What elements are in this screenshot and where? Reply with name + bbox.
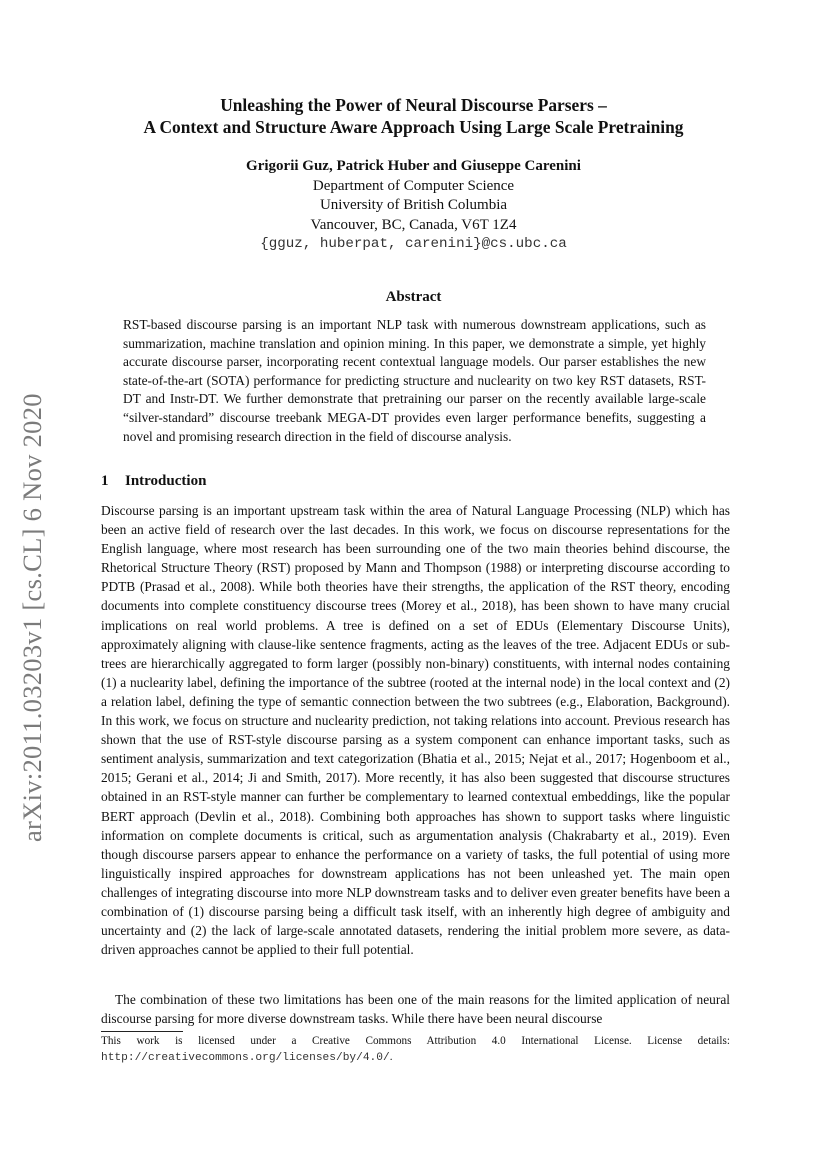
section-title: Introduction (125, 473, 207, 489)
affiliation-university: University of British Columbia (319, 197, 508, 213)
affiliation-address: Vancouver, BC, Canada, V6T 1Z4 (310, 216, 517, 233)
affiliation-department: Department of Computer Science (312, 177, 515, 194)
license-footnote (101, 1034, 730, 1066)
arxiv-identifier-stamp[interactable]: arXiv:2011.03203v1 [cs.CL] 6 Nov 2020 (17, 393, 47, 842)
author-block (60, 157, 767, 255)
introduction-paragraph-2: The combination of these two limitations has been one of the main reasons for the limited application of neural discourse parsing for more diverse downstream tasks. While there have been neural discourse (101, 992, 730, 1027)
author-emails: {gguz, huberpat, carenini}@cs.ubc.ca (260, 236, 567, 252)
introduction-paragraph-1: Discourse parsing is an important upstream task within the area of Natural Language Processing (NLP) which has been an active field of research over the last decades. In this work, we focus on discourse representations for the English language, where most research has been surrounding one of the two main theories behind discourse, the Rhetorical Structure Theory (RST) proposed by Mann and Thompson (1988) or interpreting discourse according to PDTB (Prasad et al., 2008). While both theories have their strengths, the application of the RST theory, encoding documents into complete constituency discourse trees (Morey et al., 2018), has been shown to have many crucial implications on real world problems. A tree is defined on a set of EDUs (Elementary Discourse Units), approximately aligning with clause-like sentence fragments, acting as the leaves of the tree. Adjacent EDUs or sub-trees are hierarchically aggregated to form larger (possibly non-binary) constituents, with internal nodes containing (1) a nuclearity label, defining the importance of the subtree (rooted at the internal node) in the local context and (2) a relation label, defining the type of semantic connection between the two subtrees (e.g., Elaboration, Background). In this work, we focus on structure and nuclearity prediction, not taking relations into account. Previous research has shown that the use of RST-style discourse parsing as a system component can enhance important tasks, such as sentiment analysis, summarization and text categorization (Bhatia et al., 2015; Nejat et al., 2017; Hogenboom et al., 2015; Gerani et al., 2014; Ji and Smith, 2017). More recently, it has also been suggested that discourse structures obtained in an RST-style manner can further be complementary to learned contextual embeddings, like the popular BERT approach (Devlin et al., 2018). Combining both approaches has shown to support tasks where linguistic information on complete documents is critical, such as argumentation analysis (Chakrabarty et al., 2019). Even though discourse parsers appear to enhance the performance on a variety of tasks, the full potential of using more linguistically inspired approaches for downstream applications has not been unleashed yet. The main open challenges of integrating discourse into more NLP downstream tasks and to deliver even greater benefits have been a combination of (1) discourse parsing being a difficult task itself, with an inherently high degree of ambiguity and uncertainty and (2) the lack of large-scale annotated datasets, rendering the initial problem more severe, as data-driven approaches cannot be applied to their full potential. (101, 503, 730, 958)
footnote-text: This work is licensed under a Creative Commons Attribution 4.0 International License. License details: (101, 1035, 730, 1047)
license-url-link[interactable]: http://creativecommons.org/licenses/by/4.0/ (101, 1051, 390, 1064)
paper-title (60, 94, 767, 138)
footnote-end: . (389, 1050, 393, 1063)
section-heading-introduction (101, 472, 721, 490)
author-names: Grigorii Guz, Patrick Huber and Giuseppe Carenini (246, 158, 581, 174)
section-number: 1 (101, 473, 109, 489)
title-line-1: Unleashing the Power of Neural Discourse Parsers – (220, 95, 607, 115)
title-line-2: A Context and Structure Aware Approach Using Large Scale Pretraining (143, 117, 684, 137)
abstract-heading: Abstract (385, 289, 442, 305)
footnote-rule (101, 1031, 183, 1032)
abstract-text: RST-based discourse parsing is an important NLP task with numerous downstream applications, such as summarization, machine translation and opinion mining. In this paper, we demonstrate a simple, yet highly accurate discourse parser, incorporating recent contextual language models. Our parser establishes the new state-of-the-art (SOTA) performance for predicting structure and nuclearity on two key RST datasets, RST-DT and Instr-DT. We further demonstrate that pretraining our parser on the recently available large-scale “silver-standard” discourse treebank MEGA-DT provides even larger performance benefits, suggesting a novel and promising research direction in the field of discourse analysis. (123, 317, 706, 444)
